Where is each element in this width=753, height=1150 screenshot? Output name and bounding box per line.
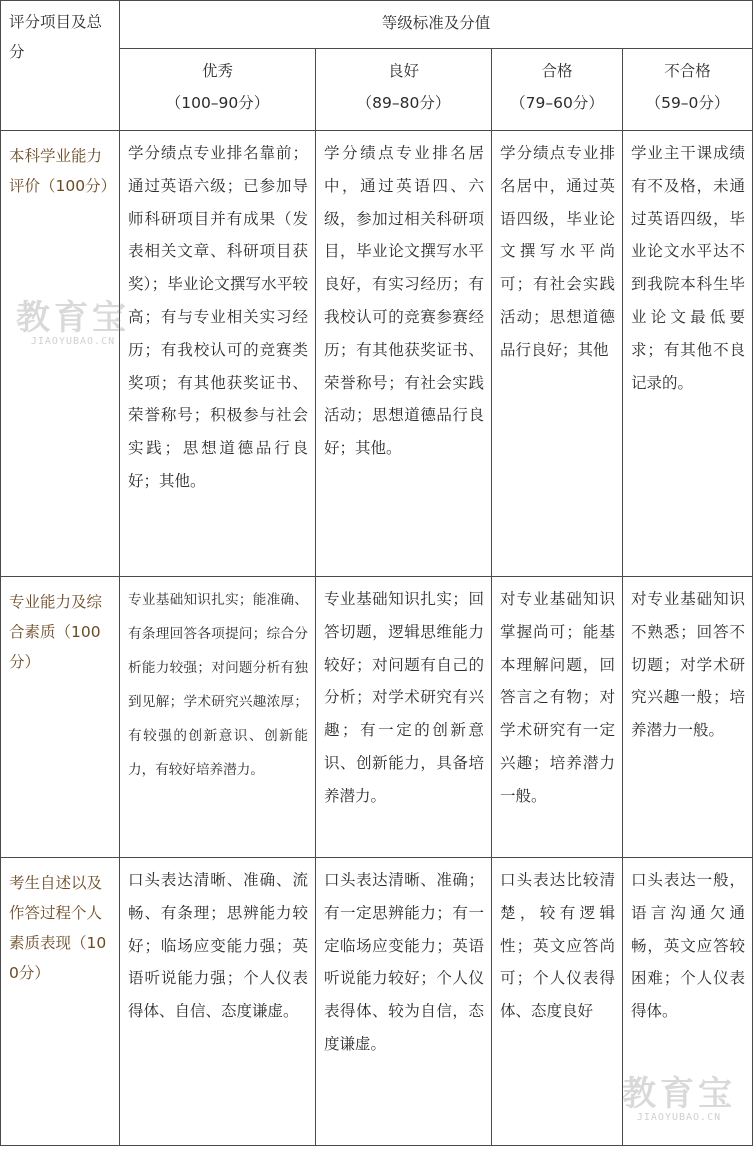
grade-name: 不合格 — [664, 62, 711, 80]
category-cell — [1, 858, 120, 1146]
criteria-cell — [623, 577, 753, 858]
table-row — [1, 858, 753, 1146]
category-label: 专业能力及综合素质（100分） — [9, 593, 103, 671]
criteria-cell — [623, 858, 753, 1146]
grade-range: （59–0分） — [645, 94, 730, 112]
criteria-cell — [120, 131, 316, 577]
criteria-cell — [120, 577, 316, 858]
criteria-cell — [316, 131, 492, 577]
grade-range: （100–90分） — [165, 94, 270, 112]
criteria-text: 对专业基础知识掌握尚可；能基本理解问题，回答言之有物；对学术研究有一定兴趣；培养潜力一般。 — [500, 590, 615, 805]
watermark-url: JIAOYUBAO.CN — [636, 1112, 722, 1123]
criteria-cell — [492, 131, 623, 577]
criteria-cell — [316, 858, 492, 1146]
watermark-logo-text: 教育宝 — [622, 1074, 736, 1114]
criteria-text: 学分绩点专业排名居中，通过英语四、六级，参加过相关科研项目，毕业论文撰写水平良好，有实习经历；有我校认可的竞赛参赛经历；有其他获奖证书、荣誉称号；有社会实践活动；思想道德品行良好；其他。 — [324, 144, 484, 458]
criteria-cell — [316, 577, 492, 858]
table-row — [1, 577, 753, 858]
criteria-text: 口头表达清晰、准确、流畅、有条理；思辨能力较好；临场应变能力强；英语听说能力强；个人仪表得体、自信、态度谦虚。 — [128, 871, 308, 1021]
item-header: 评分项目及总分 — [9, 13, 103, 61]
category-label: 本科学业能力评价（100分） — [9, 147, 117, 195]
criteria-text: 专业基础知识扎实；能准确、有条理回答各项提问；综合分析能力较强；对问题分析有独到见解；学术研究兴趣浓厚；有较强的创新意识、创新能力，有较好培养潜力。 — [128, 592, 308, 778]
grade-cell — [120, 49, 316, 131]
criteria-text: 学分绩点专业排名居中，通过英语四级，毕业论文撰写水平尚可；有社会实践活动；思想道德品行良好；其他 — [500, 144, 615, 359]
category-cell — [1, 577, 120, 858]
grade-name: 合格 — [541, 62, 573, 80]
grade-cell — [492, 49, 623, 131]
criteria-cell — [120, 858, 316, 1146]
watermark-logo-text: 教育宝 — [16, 298, 130, 338]
watermark-url: JIAOYUBAO.CN — [30, 336, 116, 347]
table-row — [1, 131, 753, 577]
criteria-text: 学分绩点专业排名靠前；通过英语六级；已参加导师科研项目并有成果（发表相关文章、科研项目获奖）；毕业论文撰写水平较高；有与专业相关实习经历；有我校认可的竞赛类奖项；有其他获奖证书、荣誉称号；积极参与社会实践；思想道德品行良好；其他。 — [128, 144, 308, 490]
grade-header-cell — [120, 1, 753, 49]
header-row — [1, 1, 753, 49]
criteria-text: 专业基础知识扎实；回答切题，逻辑思维能力较好；对问题有自己的分析；对学术研究有兴趣；有一定的创新意识、创新能力，具备培养潜力。 — [324, 590, 484, 805]
grade-cell — [623, 49, 753, 131]
category-cell — [1, 131, 120, 577]
grade-cell — [316, 49, 492, 131]
criteria-cell — [623, 131, 753, 577]
criteria-text: 口头表达比较清楚，较有逻辑性；英文应答尚可；个人仪表得体、态度良好 — [500, 871, 615, 1021]
grade-name: 良好 — [387, 62, 419, 80]
criteria-text: 口头表达一般，语言沟通欠通畅，英文应答较困难；个人仪表得体。 — [631, 871, 746, 1021]
criteria-text: 学业主干课成绩有不及格，未通过英语四级，毕业论文水平达不到我院本科生毕业论文最低要求；有其他不良记录的。 — [631, 144, 746, 392]
criteria-cell — [492, 858, 623, 1146]
item-header-cell — [1, 1, 120, 131]
grade-name: 优秀 — [201, 62, 233, 80]
criteria-cell — [492, 577, 623, 858]
grade-range: （79–60分） — [510, 94, 604, 112]
criteria-text: 对专业基础知识不熟悉；回答不切题；对学术研究兴趣一般；培养潜力一般。 — [631, 590, 746, 740]
grade-range: （89–80分） — [356, 94, 451, 112]
category-label: 考生自述以及作答过程个人素质表现（100分） — [9, 874, 107, 982]
grade-header: 等级标准及分值 — [381, 14, 491, 32]
criteria-text: 口头表达清晰、准确；有一定思辨能力；有一定临场应变能力；英语听说能力较好；个人仪表得体、较为自信，态度谦虚。 — [324, 871, 484, 1053]
